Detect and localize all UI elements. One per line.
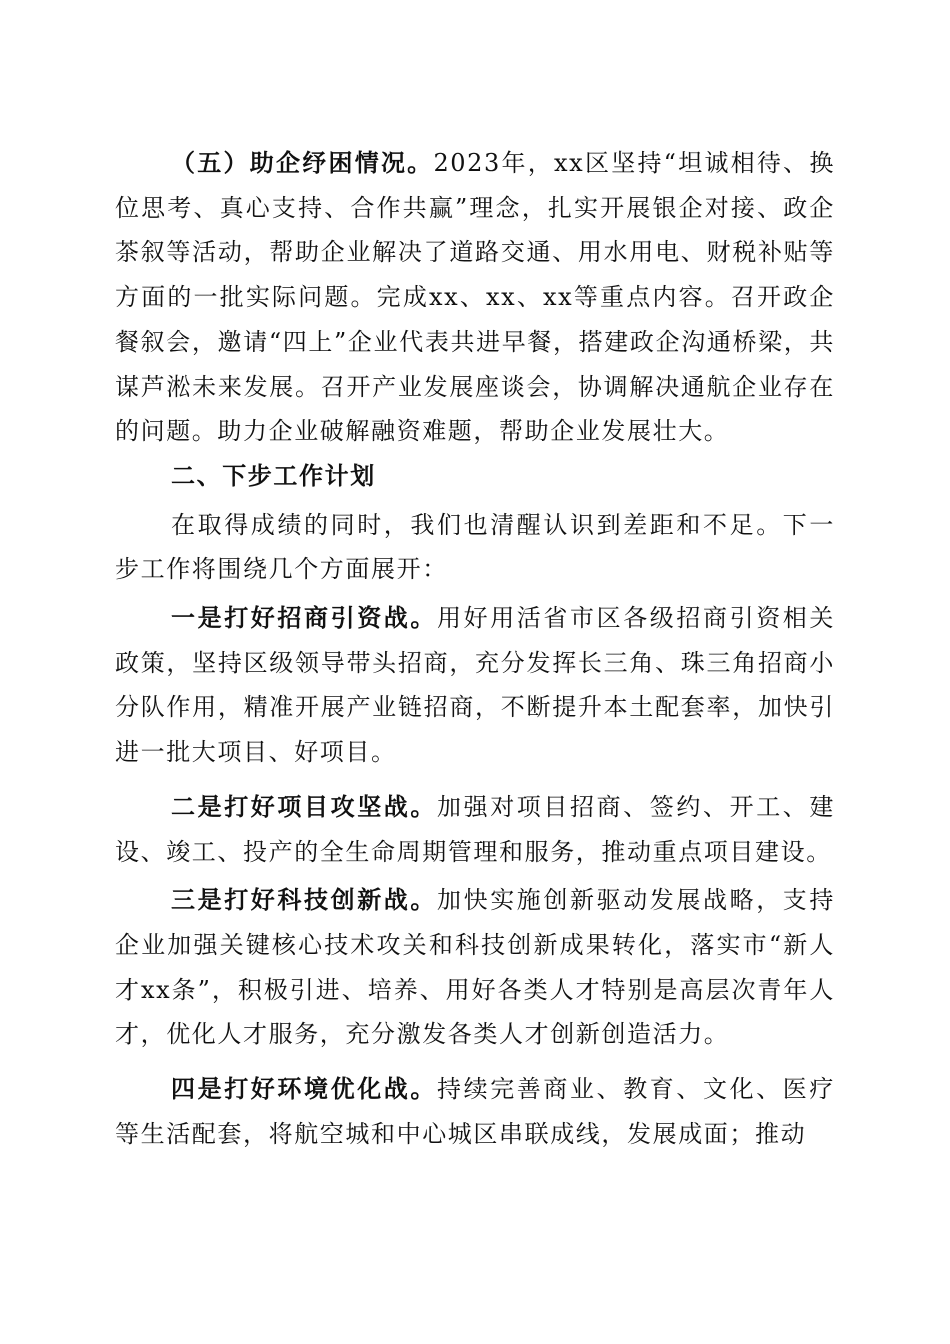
item-body: 用好用活省市区各级招商引资相关政策，坚持区级领导带头招商，充分发挥长三角、珠三角招商小分队作用，精准开展产业链招商，不断提升本土配套率，加快引进一批大项目、好项目。	[115, 604, 835, 767]
item-body: 持续完善商业、教育、文化、医疗等生活配套，将航空城和中心城区串联成线，发展成面；推动	[115, 1075, 835, 1148]
item-body: 加快实施创新驱动发展战略，支持企业加强关键核心技术攻关和科技创新成果转化，落实市“新人才xx条”，积极引进、培养、用好各类人才特别是高层次青年人才，优化人才服务，充分激发各类人才创新创造活力。	[115, 886, 835, 1049]
document-page	[115, 141, 835, 1156]
item-lead: 四是打好环境优化战。	[171, 1075, 437, 1104]
paragraph-item-2	[115, 785, 835, 874]
item-body: 加强对项目招商、签约、开工、建设、竣工、投产的全生命周期管理和服务，推动重点项目建设。	[115, 792, 835, 866]
paragraph-item-3	[115, 878, 835, 1057]
item-lead: 一是打好招商引资战。	[171, 604, 437, 633]
item-lead: 二是打好项目攻坚战。	[171, 792, 437, 821]
paragraph-support-enterprises	[115, 141, 835, 454]
item-lead: 三是打好科技创新战。	[171, 886, 437, 915]
paragraph-lead: （五）助企纾困情况。	[171, 149, 434, 177]
paragraph-item-4	[115, 1067, 835, 1156]
section-heading: 二、下步工作计划	[171, 461, 376, 490]
paragraph-item-1	[115, 596, 835, 775]
paragraph-body: 2023年，xx区坚持“坦诚相待、换位思考、真心支持、合作共赢”理念，扎实开展银企对接、政企茶叙等活动，帮助企业解决了道路交通、用水用电、财税补贴等方面的一批实际问题。完成xx、xx、xx等重点内容。召开政企餐叙会，邀请“四上”企业代表共进早餐，搭建政企沟通桥梁，共谋芦淞未来发展。召开产业发展座谈会，协调解决通航企业存在的问题。助力企业破解融资难题，帮助企业发展壮大。	[115, 149, 836, 446]
paragraph-intro: 在取得成绩的同时，我们也清醒认识到差距和不足。下一步工作将围绕几个方面展开：	[115, 510, 835, 584]
